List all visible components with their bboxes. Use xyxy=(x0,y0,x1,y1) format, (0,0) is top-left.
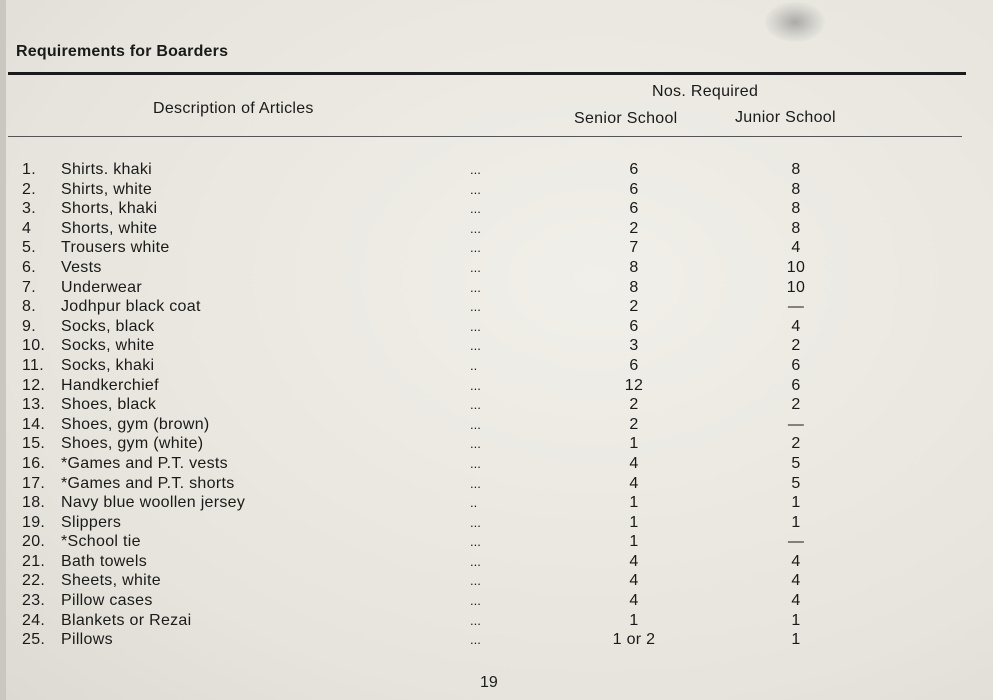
item-number: 17. xyxy=(22,474,46,492)
table-row xyxy=(0,630,993,650)
item-description: Slippers xyxy=(61,513,122,531)
senior-quantity: 6 xyxy=(629,356,639,374)
item-number: 1. xyxy=(22,161,36,178)
table-row xyxy=(0,415,993,435)
requirements-table xyxy=(0,160,993,650)
item-number: 11. xyxy=(22,356,44,374)
junior-quantity: 10 xyxy=(786,258,806,276)
senior-quantity: 2 xyxy=(629,396,639,414)
item-number: 12. xyxy=(22,376,46,394)
item-number: 7. xyxy=(22,278,36,296)
item-description: Shoes, gym (brown) xyxy=(61,415,210,433)
table-row xyxy=(0,532,993,552)
leader-dots: ... xyxy=(470,573,481,589)
item-number: 15. xyxy=(22,435,46,453)
item-description: *Games and P.T. vests xyxy=(61,454,228,472)
junior-quantity: 1 xyxy=(791,631,801,649)
item-number: 23. xyxy=(22,592,46,610)
table-row xyxy=(0,552,993,572)
table-row xyxy=(0,258,993,278)
senior-quantity: 6 xyxy=(629,317,639,335)
item-description: Jodhpur black coat xyxy=(61,298,201,316)
table-row xyxy=(0,376,993,396)
item-description: Shoes, black xyxy=(61,396,157,414)
leader-dots: ... xyxy=(470,181,481,197)
table-row xyxy=(0,493,993,513)
junior-quantity: — xyxy=(787,415,805,433)
junior-quantity: 5 xyxy=(791,454,801,472)
leader-dots: ... xyxy=(470,553,481,569)
senior-quantity: 2 xyxy=(629,298,639,316)
item-description: Pillow cases xyxy=(61,592,153,610)
item-number: 8. xyxy=(22,298,36,316)
item-number: 9. xyxy=(22,317,36,335)
table-row xyxy=(0,454,993,474)
item-description: Trousers white xyxy=(61,239,170,257)
table-row xyxy=(0,160,993,180)
header-description: Description of Articles xyxy=(153,100,314,117)
senior-quantity: 1 xyxy=(629,533,639,551)
item-description: Navy blue woollen jersey xyxy=(61,494,246,512)
leader-dots: ... xyxy=(470,514,481,530)
leader-dots: ... xyxy=(470,593,481,609)
ink-smudge xyxy=(765,2,825,42)
item-number: 20. xyxy=(22,533,46,551)
header-rule xyxy=(8,136,962,137)
junior-quantity: 4 xyxy=(791,592,801,610)
item-description: Shirts. khaki xyxy=(61,161,153,178)
junior-quantity: 6 xyxy=(791,376,801,394)
junior-quantity: — xyxy=(787,298,805,316)
item-number: 19. xyxy=(22,513,46,531)
senior-quantity: 7 xyxy=(629,239,639,257)
item-number: 13. xyxy=(22,396,46,414)
table-row xyxy=(0,297,993,317)
header-junior-school: Junior School xyxy=(735,109,836,126)
leader-dots: ... xyxy=(470,436,481,452)
senior-quantity: 4 xyxy=(629,572,639,590)
table-row xyxy=(0,336,993,356)
page-number: 19 xyxy=(480,674,498,691)
item-description: Shoes, gym (white) xyxy=(61,435,204,453)
table-row xyxy=(0,180,993,200)
item-number: 25. xyxy=(22,631,46,649)
junior-quantity: 8 xyxy=(791,161,801,178)
item-description: *School tie xyxy=(61,533,141,551)
item-description: Sheets, white xyxy=(61,572,161,590)
table-row xyxy=(0,434,993,454)
item-description: Shorts, khaki xyxy=(61,200,158,218)
table-row xyxy=(0,317,993,337)
junior-quantity: 4 xyxy=(791,239,801,257)
leader-dots: ... xyxy=(470,612,481,628)
senior-quantity: 4 xyxy=(629,454,639,472)
senior-quantity: 2 xyxy=(629,415,639,433)
junior-quantity: 8 xyxy=(791,180,801,198)
item-number: 24. xyxy=(22,611,46,629)
junior-quantity: 2 xyxy=(791,435,801,453)
junior-quantity: 2 xyxy=(791,337,801,355)
table-row xyxy=(0,278,993,298)
table-row xyxy=(0,571,993,591)
junior-quantity: 1 xyxy=(791,494,801,512)
leader-dots: ... xyxy=(470,240,481,256)
item-description: Socks, white xyxy=(61,337,155,355)
leader-dots: ... xyxy=(470,201,481,217)
header-senior-school: Senior School xyxy=(574,110,678,127)
junior-quantity: 1 xyxy=(791,513,801,531)
senior-quantity: 4 xyxy=(629,592,639,610)
item-description: Handkerchief xyxy=(61,376,159,394)
junior-quantity: 4 xyxy=(791,572,801,590)
junior-quantity: 4 xyxy=(791,552,801,570)
leader-dots: ... xyxy=(470,416,481,432)
leader-dots: ... xyxy=(470,377,481,393)
leader-dots: .. xyxy=(470,357,478,373)
junior-quantity: 4 xyxy=(791,317,801,335)
senior-quantity: 12 xyxy=(624,376,644,394)
item-number: 4 xyxy=(22,219,32,237)
junior-quantity: 1 xyxy=(791,611,801,629)
leader-dots: ... xyxy=(470,299,481,315)
leader-dots: ... xyxy=(470,455,481,471)
item-number: 16. xyxy=(22,454,46,472)
top-rule xyxy=(8,72,966,75)
item-number: 5. xyxy=(22,239,36,257)
leader-dots: ... xyxy=(470,318,481,334)
item-number: 6. xyxy=(22,258,36,276)
table-row xyxy=(0,591,993,611)
senior-quantity: 8 xyxy=(629,258,639,276)
item-description: Shirts, white xyxy=(61,180,153,198)
item-number: 3. xyxy=(22,200,36,218)
table-row xyxy=(0,356,993,376)
leader-dots: ... xyxy=(470,475,481,491)
table-row xyxy=(0,199,993,219)
senior-quantity: 1 xyxy=(629,494,639,512)
table-row xyxy=(0,513,993,533)
leader-dots: ... xyxy=(470,397,481,413)
table-row xyxy=(0,395,993,415)
senior-quantity: 6 xyxy=(629,180,639,198)
leader-dots: ... xyxy=(470,162,481,177)
junior-quantity: 6 xyxy=(791,356,801,374)
item-number: 22. xyxy=(22,572,46,590)
leader-dots: ... xyxy=(470,220,481,236)
senior-quantity: 8 xyxy=(629,278,639,296)
item-description: Blankets or Rezai xyxy=(61,611,192,629)
item-number: 21. xyxy=(22,552,46,570)
table-row xyxy=(0,238,993,258)
leader-dots: ... xyxy=(470,259,481,275)
leader-dots: ... xyxy=(470,279,481,295)
junior-quantity: 2 xyxy=(791,396,801,414)
item-number: 14. xyxy=(22,415,46,433)
item-description: Pillows xyxy=(61,631,113,649)
junior-quantity: 8 xyxy=(791,200,801,218)
leader-dots: ... xyxy=(470,534,481,550)
leader-dots: ... xyxy=(470,632,481,648)
senior-quantity: 4 xyxy=(629,474,639,492)
header-nos-required: Nos. Required xyxy=(652,83,759,100)
item-number: 10. xyxy=(22,337,46,355)
junior-quantity: 5 xyxy=(791,474,801,492)
senior-quantity: 3 xyxy=(629,337,639,355)
leader-dots: .. xyxy=(470,495,478,511)
senior-quantity: 1 xyxy=(629,513,639,531)
senior-quantity: 6 xyxy=(629,161,639,178)
senior-quantity: 6 xyxy=(629,200,639,218)
leader-dots: ... xyxy=(470,338,481,354)
table-row xyxy=(0,611,993,631)
item-description: Socks, black xyxy=(61,317,155,335)
item-description: Shorts, white xyxy=(61,219,158,237)
senior-quantity: 2 xyxy=(629,219,639,237)
junior-quantity: 10 xyxy=(786,278,806,296)
item-number: 2. xyxy=(22,180,36,198)
senior-quantity: 1 xyxy=(629,611,639,629)
senior-quantity: 1 xyxy=(629,435,639,453)
table-row xyxy=(0,219,993,239)
junior-quantity: 8 xyxy=(791,219,801,237)
item-description: Socks, khaki xyxy=(61,356,155,374)
senior-quantity: 4 xyxy=(629,552,639,570)
item-description: Vests xyxy=(61,258,102,276)
item-number: 18. xyxy=(22,494,46,512)
item-description: Underwear xyxy=(61,278,142,296)
item-description: *Games and P.T. shorts xyxy=(61,474,235,492)
item-description: Bath towels xyxy=(61,552,148,570)
junior-quantity: — xyxy=(787,533,805,551)
section-title: Requirements for Boarders xyxy=(16,43,229,60)
senior-quantity: 1 or 2 xyxy=(612,631,656,649)
table-row xyxy=(0,474,993,494)
